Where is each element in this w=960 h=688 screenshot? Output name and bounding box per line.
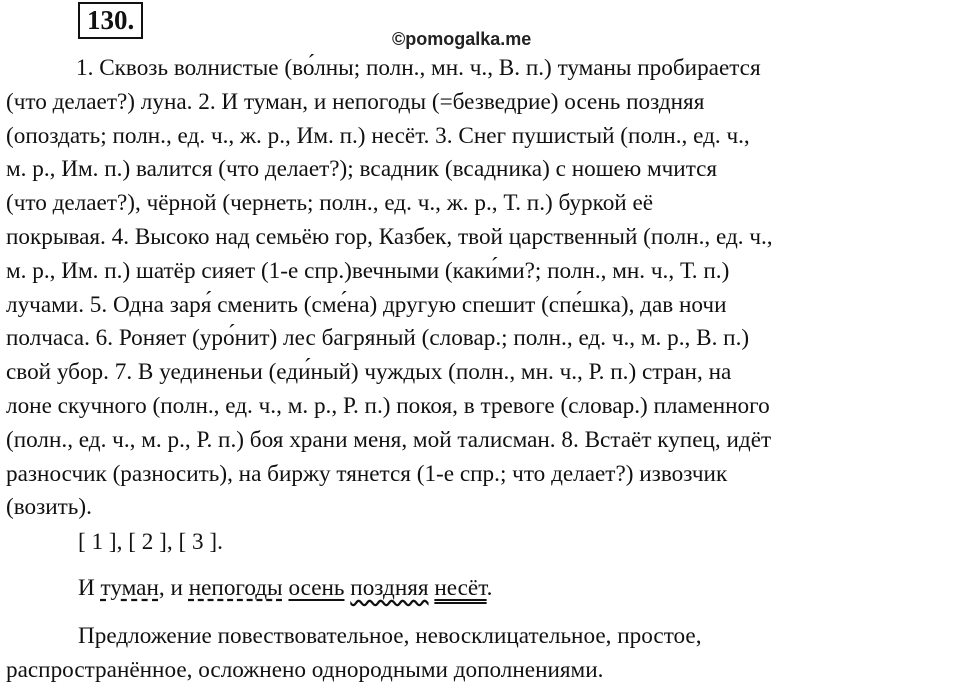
text-line: (полн., ед. ч., м. р., Р. п.) боя храни меня, мой талисман. 8. Встаёт купец, идёт xyxy=(6,426,772,453)
text-line: (что делает?) луна. 2. И туман, и непогоды (=безведрие) осень поздняя xyxy=(6,88,705,115)
parse-word: , и xyxy=(158,575,183,601)
text-line: м. р., Им. п.) шатёр сияет (1-е спр.)вечными (каки́ми?; полн., мн. ч., Т. п.) xyxy=(6,257,730,284)
text-line: лучами. 5. Одна заря́ сменить (сме́на) другую спешит (спе́шка), дав ночи xyxy=(6,291,727,318)
parse-attribute: поздняя xyxy=(350,575,429,601)
conclusion xyxy=(6,620,951,688)
text-line: разносчик (разносить), на биржу тянется (1-е спр.; что делает?) извозчик xyxy=(6,460,728,487)
sentence-scheme: [ 1 ], [ 2 ], [ 3 ]. xyxy=(78,529,223,555)
parse-predicate: несёт xyxy=(434,575,487,601)
text-line: свой убор. 7. В уединеньи (еди́ный) чуждых (полн., мн. ч., Р. п.) стран, на xyxy=(6,359,732,386)
text-line: (возить). xyxy=(6,494,92,521)
text-line: (опоздать; полн., ед. ч., ж. р., Им. п.) несёт. 3. Снег пушистый (полн., ед. ч., xyxy=(6,122,750,149)
parse-object: туман xyxy=(100,575,159,601)
text-line: (что делает?), чёрной (чернеть; полн., ед. ч., ж. р., Т. п.) буркой её xyxy=(6,190,654,217)
conclusion-line: Предложение повествовательное, невосклицательное, простое, xyxy=(78,623,702,649)
conclusion-line: распространённое, осложнено однородными дополнениями. xyxy=(6,656,604,683)
text-line: лоне скучного (полн., ед. ч., м. р., Р. п.) покоя, в тревоге (словар.) пламенного xyxy=(6,392,770,419)
exercise-text xyxy=(6,52,951,525)
watermark: ©pomogalka.me xyxy=(392,29,532,49)
text-line: полчаса. 6. Роняет (уро́нит) лес багряный (словар.; полн., ед. ч., м. р., В. п.) xyxy=(6,325,750,352)
text-line: 1. Сквозь волнистые (во́лны; полн., мн. ч., В. п.) туманы пробирается xyxy=(76,55,761,81)
text-line: покрывая. 4. Высоко над семьёю гор, Казбек, твой царственный (полн., ед. ч., xyxy=(6,223,773,250)
parse-word: . xyxy=(486,575,493,601)
exercise-number: 130. xyxy=(78,2,143,39)
parse-word: И xyxy=(78,575,95,601)
sentence-parse xyxy=(78,575,492,602)
parse-subject: осень xyxy=(288,575,345,601)
parse-object: непогоды xyxy=(188,575,283,601)
text-line: м. р., Им. п.) валится (что делает?); всадник (всадника) с ношею мчится xyxy=(6,156,718,183)
